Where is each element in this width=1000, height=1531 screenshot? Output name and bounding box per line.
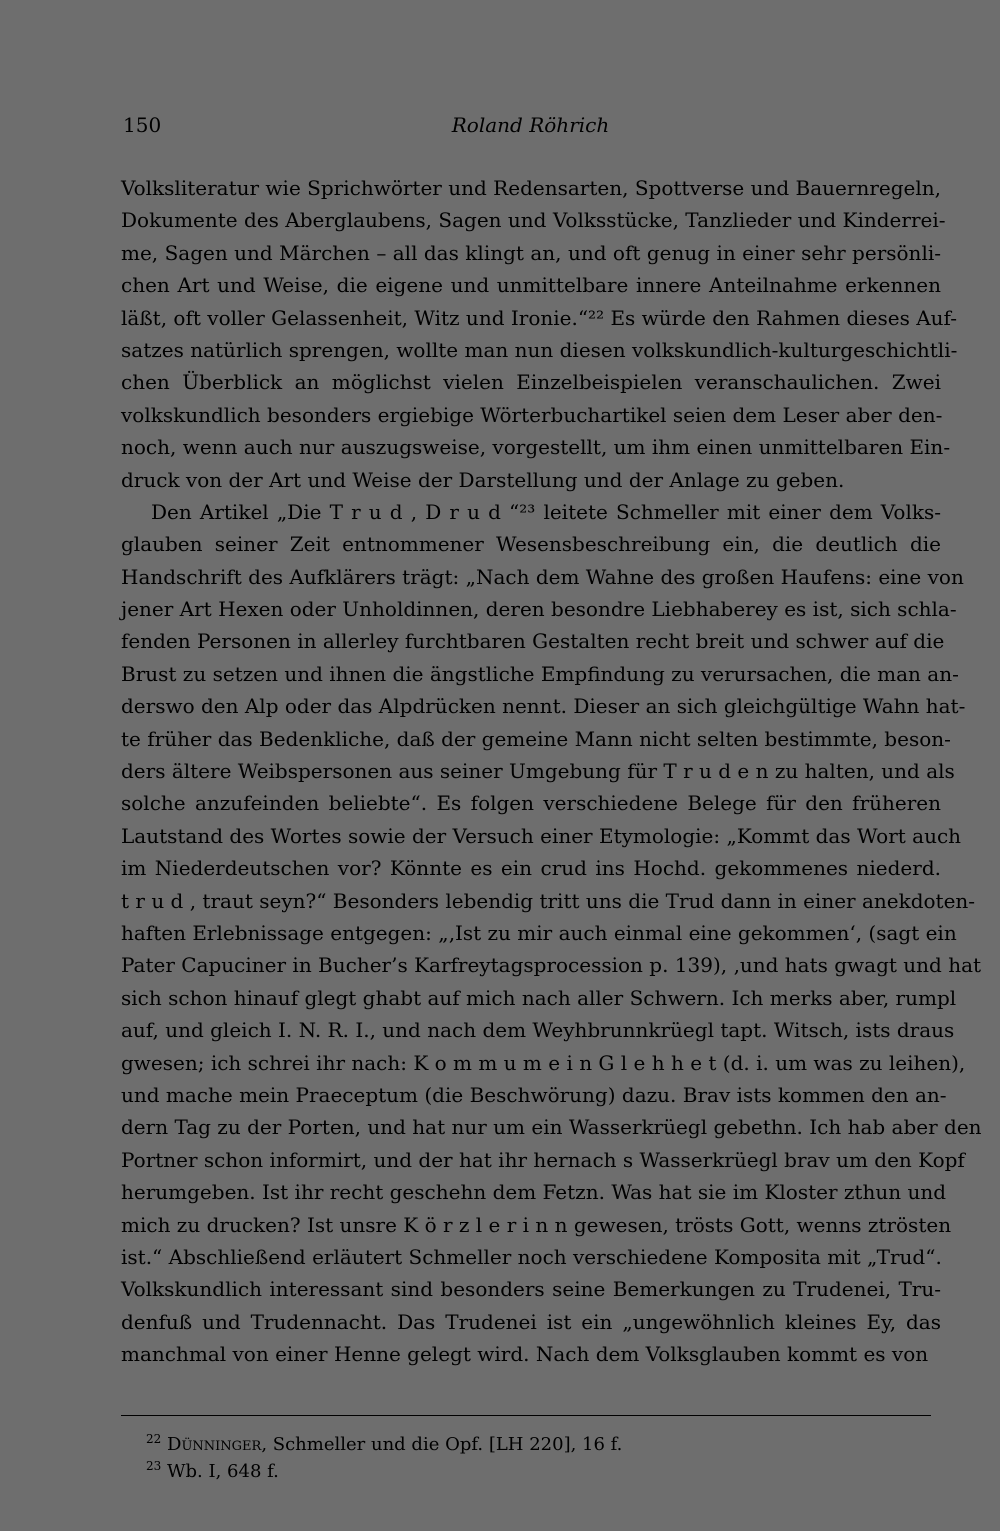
footnote-rule: [121, 1415, 931, 1417]
text-line: gwesen; ich schrei ihr nach: K o m m u m e i n G l e h h e t (d. i. um was zu leihen),: [121, 1050, 966, 1075]
text-line: im Niederdeutschen vor? Könnte es ein crud ins Hochd. gekommenes niederd.: [121, 856, 941, 881]
text-line: mich zu drucken? Ist unsre K ö r z l e r i n n gewesen, trösts Gott, wenns ztrösten: [121, 1212, 952, 1237]
footnote: [146, 1458, 926, 1485]
text-line: chen Art und Weise, die eigene und unmittelbare innere Anteilnahme erkennen: [121, 273, 941, 298]
text-line: Portner schon informirt, und der hat ihr hernach s Wasserkrüegl brav um den Kopf: [121, 1147, 965, 1172]
footnote-number: 22: [146, 1432, 162, 1446]
footnote-text: , Schmeller und die Opf. [LH 220], 16 f.: [261, 1434, 623, 1455]
page-number: 150: [123, 113, 162, 137]
text-line: chen Überblick an möglichst vielen Einzelbeispielen veranschaulichen. Zwei: [121, 370, 941, 395]
footnote-author: Dünninger: [167, 1434, 262, 1455]
text-line: dern Tag zu der Porten, und hat nur um ein Wasserkrüegl gebethn. Ich hab aber den: [121, 1115, 982, 1140]
body-text: [121, 172, 982, 1370]
text-line: und mache mein Praeceptum (die Beschwörung) dazu. Brav ists kommen den an-: [121, 1082, 947, 1107]
footnotes: [146, 1431, 926, 1485]
text-line: Handschrift des Aufklärers trägt: „Nach dem Wahne des großen Haufens: eine von: [121, 564, 964, 589]
footnote-text: Wb. I, 648 f.: [167, 1461, 279, 1482]
text-line: derswo den Alp oder das Alpdrücken nennt. Dieser an sich gleichgültige Wahn hat-: [121, 694, 966, 719]
text-line: solche anzufeinden beliebte“. Es folgen verschiedene Belege für den früheren: [121, 791, 941, 816]
text-line: Volksliteratur wie Sprichwörter und Redensarten, Spottverse und Bauernregeln,: [121, 176, 941, 200]
text-line: denfuß und Trudennacht. Das Trudenei ist ein „ungewöhnlich kleines Ey, das: [121, 1309, 941, 1334]
text-line: te früher das Bedenkliche, daß der gemeine Mann nicht selten bestimmte, beson-: [121, 726, 951, 751]
footnote-number: 23: [146, 1459, 162, 1473]
footnote: [146, 1431, 926, 1458]
text-line: noch, wenn auch nur auszugsweise, vorgestellt, um ihm einen unmittelbaren Ein-: [121, 435, 951, 460]
text-line: ders ältere Weibspersonen aus seiner Umgebung für T r u d e n zu halten, und als: [121, 759, 955, 784]
text-line: jener Art Hexen oder Unholdinnen, deren besondre Liebhaberey es ist, sich schla-: [121, 597, 957, 622]
text-line: Dokumente des Aberglaubens, Sagen und Volksstücke, Tanzlieder und Kinderrei-: [121, 208, 946, 233]
text-line: glauben seiner Zeit entnommener Wesensbeschreibung ein, die deutlich die: [121, 532, 941, 557]
text-line: manchmal von einer Henne gelegt wird. Nach dem Volksglauben kommt es von: [121, 1342, 929, 1367]
text-line: Lautstand des Wortes sowie der Versuch einer Etymologie: „Kommt das Wort auch: [121, 823, 962, 848]
text-line: Den Artikel „Die T r u d , D r u d “²³ leitete Schmeller mit einer dem Volks-: [151, 499, 941, 524]
running-head: Roland Röhrich: [451, 113, 610, 137]
text-line: me, Sagen und Märchen – all das klingt an, und oft genug in einer sehr persönli-: [121, 240, 941, 265]
text-line: herumgeben. Ist ihr recht geschehn dem Fetzn. Was hat sie im Kloster zthun und: [121, 1180, 947, 1205]
text-line: satzes natürlich sprengen, wollte man nun diesen volkskundlich-kulturgeschichtli-: [121, 337, 958, 362]
text-line: sich schon hinauf glegt ghabt auf mich nach aller Schwern. Ich merks aber, rumpl: [121, 985, 957, 1010]
text-line: ist.“ Abschließend erläutert Schmeller noch verschiedene Komposita mit „Trud“.: [121, 1244, 942, 1269]
text-line: volkskundlich besonders ergiebige Wörterbuchartikel seien dem Leser aber den-: [121, 402, 943, 427]
text-line: haften Erlebnissage entgegen: „‚Ist zu mir auch einmal eine gekommen‘, (sagt ein: [121, 920, 957, 945]
text-line: druck von der Art und Weise der Darstellung und der Anlage zu geben.: [121, 467, 845, 492]
text-line: Volkskundlich interessant sind besonders seine Bemerkungen zu Trudenei, Tru-: [121, 1277, 941, 1302]
text-line: fenden Personen in allerley furchtbaren Gestalten recht breit und schwer auf die: [121, 629, 945, 654]
text-line: Pater Capuciner in Bucher’s Karfreytagsprocession p. 139), ‚und hats gwagt und hat: [121, 953, 982, 978]
page-header: [123, 108, 938, 142]
text-line: t r u d , traut seyn?“ Besonders lebendig tritt uns die Trud dann in einer anekdoten-: [121, 888, 976, 913]
text-line: auf, und gleich I. N. R. I., und nach dem Weyhbrunnkrüegl tapt. Witsch, ists draus: [121, 1018, 955, 1043]
text-line: läßt, oft voller Gelassenheit, Witz und Ironie.“²² Es würde den Rahmen dieses Auf-: [121, 305, 957, 330]
text-line: Brust zu setzen und ihnen die ängstliche Empfindung zu verursachen, die man an-: [121, 661, 959, 686]
